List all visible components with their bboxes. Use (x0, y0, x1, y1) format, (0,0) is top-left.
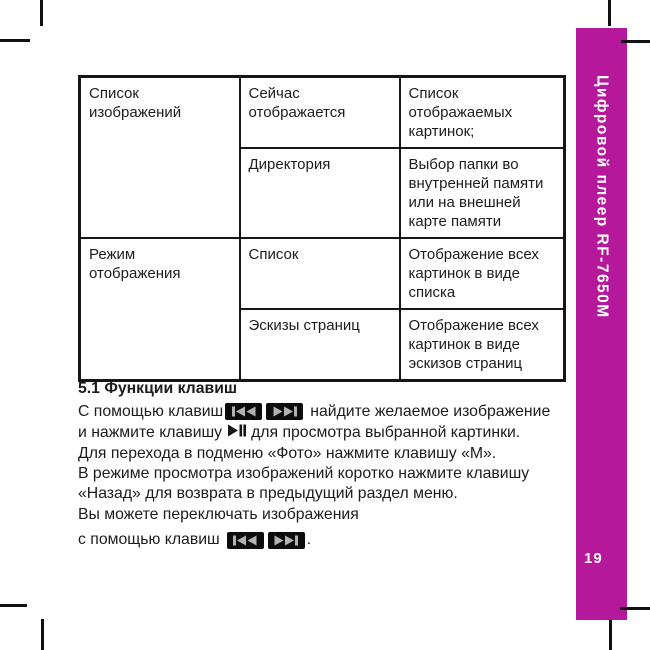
body-line-2 (78, 423, 578, 443)
crop-mark-bottom-left-horizontal (0, 604, 27, 607)
table-row (80, 238, 565, 309)
skip-forward-key-icon (268, 532, 305, 549)
body-line-7 (78, 529, 578, 552)
page-number: 19 (584, 550, 603, 567)
crop-mark-bottom-right-vertical (609, 620, 612, 650)
cell-list: Список (240, 238, 400, 309)
line1-text-post: найдите желаемое изображение (310, 402, 551, 420)
skip-back-key-icon (225, 403, 262, 420)
skip-back-key-icon (227, 532, 264, 549)
cell-image-list: Список изображений (80, 77, 240, 239)
table-row (80, 77, 565, 149)
crop-mark-bottom-right-horizontal (620, 607, 650, 610)
crop-mark-top-right-vertical (608, 0, 611, 26)
line1-text-pre: С помощью клавиш (78, 402, 224, 420)
cell-directory: Директория (240, 148, 400, 238)
play-pause-icon (228, 424, 246, 442)
cell-thumbnails-desc: Отображение всех картинок в виде эскизов страниц (400, 309, 565, 381)
cell-list-desc: Отображение всех картинок в виде списка (400, 238, 565, 309)
body-line-1 (78, 400, 578, 423)
crop-mark-top-right-horizontal (621, 40, 650, 43)
crop-mark-bottom-left-vertical (41, 619, 44, 650)
crop-mark-top-left-vertical (40, 0, 43, 26)
cell-directory-desc: Выбор папки во внутренней памяти или на внешней карте памяти (400, 148, 565, 238)
cell-now-displayed-desc: Список отображаемых картинок; (400, 77, 565, 149)
spine-sidebar (576, 28, 627, 620)
cell-display-mode: Режим отображения (80, 238, 240, 381)
line2-text-post: для просмотра выбранной картинки. (251, 424, 521, 442)
section-body (78, 400, 578, 552)
body-line-3: Для перехода в подменю «Фото» нажмите клавишу «М». (78, 444, 497, 462)
photo-menu-table (78, 75, 566, 382)
crop-mark-top-left-horizontal (0, 39, 30, 42)
body-line-5: «Назад» для возврата в предыдущий раздел меню. (78, 485, 458, 503)
spine-product-title: Цифровой плеер RF-7650M (593, 75, 611, 319)
cell-now-displayed: Сейчас отображается (240, 77, 400, 149)
cell-thumbnails: Эскизы страниц (240, 309, 400, 381)
body-line-4: В режиме просмотра изображений коротко нажмите клавишу (78, 464, 530, 482)
skip-forward-key-icon (266, 403, 303, 420)
line7-text-pre: с помощью клавиш (78, 531, 220, 549)
section-heading: 5.1 Функции клавиш (78, 380, 238, 397)
line7-text-post: . (306, 531, 312, 549)
line2-text-pre: и нажмите клавишу (78, 424, 223, 442)
body-line-6: Вы можете переключать изображения (78, 505, 359, 523)
